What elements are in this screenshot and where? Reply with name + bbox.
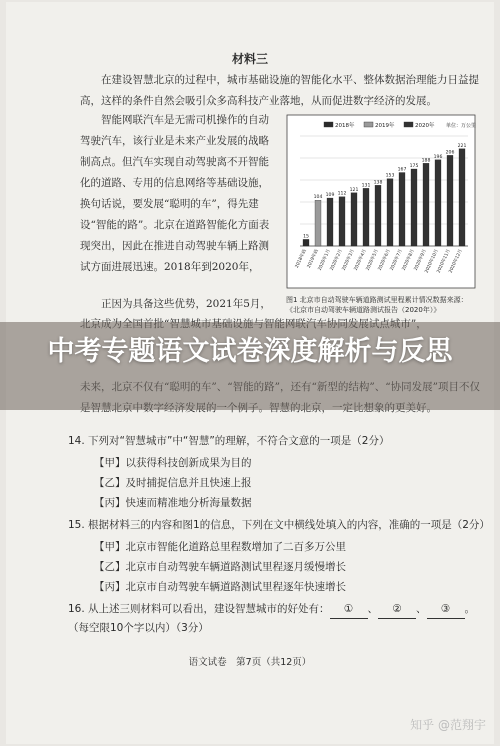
bar-5 [351,193,357,246]
bar-13 [447,155,453,246]
q14-option-2: 【乙】及时捕捉信息并且快速上报 [94,477,252,489]
bar-value-label: 153 [385,173,395,179]
legend-label-2018: 2018年 [335,123,355,129]
legend-swatch-2019 [364,122,373,127]
category-label: 2018年底 [294,248,308,269]
category-label: 2020年4月 [353,248,368,272]
q16-blank-1[interactable]: ① [330,600,368,619]
bar-2 [315,200,321,246]
figure-caption: 图1 北京市自动驾驶车辆道路测试里程累计情况数据来源：《北京市自动驾驶车辆道路测试报告（2020年）》 [286,296,468,314]
q15-option-3: 【丙】北京市自动驾驶车辆道路测试里程逐年快速增长 [94,581,346,593]
bar-value-label: 206 [445,150,455,156]
paragraph-2: 智能网联汽车是无需司机操作的自动驾驶汽车，该行业是未来产业发展的战略制高点。但汽车实现自动驾驶离不开智能化的道路、专用的信息网络等基础设施，换句话说，要发展“聪明的车”，得先建设“智能的路”。北京在道路智能化方面表现突出，因此在推进自动驾驶车辆上路测试方面进展迅速。2018年到2020年， [80,114,270,273]
legend-label-2019: 2019年 [375,123,395,129]
q15-option-1: 【甲】北京市智能化道路总里程数增加了二百多万公里 [94,541,346,553]
category-label: 2020年3月 [341,248,356,272]
bar-11 [423,163,429,246]
page-footer: 语文试卷 第7页（共12页） [188,657,312,668]
bar-value-label: 175 [409,164,419,169]
legend-label-2020: 2020年 [415,123,435,129]
bar-9 [399,173,405,246]
legend-swatch-2018 [324,122,333,127]
category-label: 2019年底 [306,248,320,269]
q15-option-2: 【乙】北京市自动驾驶车辆道路测试里程逐月缓慢增长 [94,561,346,573]
bar-chart [286,114,476,289]
banner-title: 中考专题语文试卷深度解析与反思 [47,336,453,367]
bar-value-label: 112 [337,191,347,197]
bar-value-label: 104 [313,195,323,201]
paragraph-3: 正因为具备这些优势，2021年5月， [101,298,271,310]
category-label: 2020年8月 [401,248,416,272]
bar-value-label: 138 [373,180,383,186]
q14-option-3: 【丙】快速而精准地分析海量数据 [94,497,252,509]
q16-suffix: 。（每空限10个字以内）（3分） [68,603,476,634]
bar-12 [435,160,441,246]
question-14-stem: 14. 下列对“智慧城市”中“智慧”的理解，不符合文意的一项是（2分） [68,435,390,447]
bar-value-label: 121 [349,187,359,193]
q16-prefix: 16. 从上述三则材料可以看出，建设智慧城市的好处有： [68,603,330,615]
q16-blank-2[interactable]: ② [378,600,416,619]
material-title: 材料三 [231,52,268,66]
category-label: 2020年9月 [413,248,428,272]
category-label: 2020年6月 [377,248,392,272]
bar-14 [459,149,465,246]
bar-value-label: 221 [457,143,467,149]
bar-8 [387,179,393,246]
bar-value-label: 196 [433,154,443,160]
bar-value-label: 15 [303,234,309,240]
bar-value-label: 109 [325,193,335,199]
legend-swatch-2020 [404,122,413,127]
unit-label: 单位：万公里 [446,123,476,129]
bar-value-label: 167 [397,167,407,173]
category-label: 2020年11月 [436,248,452,274]
bar-1 [303,239,309,246]
category-label: 2020年12月 [448,248,464,274]
category-label: 2020年1月 [317,248,332,272]
category-label: 2020年10月 [424,248,440,274]
q14-option-1: 【甲】以获得科技创新成果为目的 [94,457,252,469]
question-15-stem: 15. 根据材料三的内容和图1的信息，下列在文中横线处填入的内容，准确的一项是（2分） [68,519,490,531]
bar-10 [411,169,417,246]
question-16-stem: 16. 从上述三则材料可以看出，建设智慧城市的好处有： ① 、 ② 、 ③ 。（每空限10个字以内）（3分） [68,600,488,637]
bar-6 [363,188,369,246]
watermark: 知乎 @范翔宇 [410,718,486,732]
bar-value-label: 188 [421,158,431,164]
bar-4 [339,197,345,246]
category-label: 2020年5月 [365,248,380,272]
bar-3 [327,198,333,246]
q16-blank-3[interactable]: ③ [427,600,465,619]
category-label: 2020年2月 [329,248,344,272]
category-label: 2020年7月 [389,248,404,272]
bar-value-label: 131 [361,183,371,189]
paragraph-1: 在建设智慧北京的过程中，城市基础设施的智能化水平、整体数据治理能力日益提高，这样的条件自然会吸引众多高科技产业落地，从而促进数字经济的发展。 [80,74,479,107]
chart-svg [286,114,476,289]
bar-7 [375,185,381,246]
